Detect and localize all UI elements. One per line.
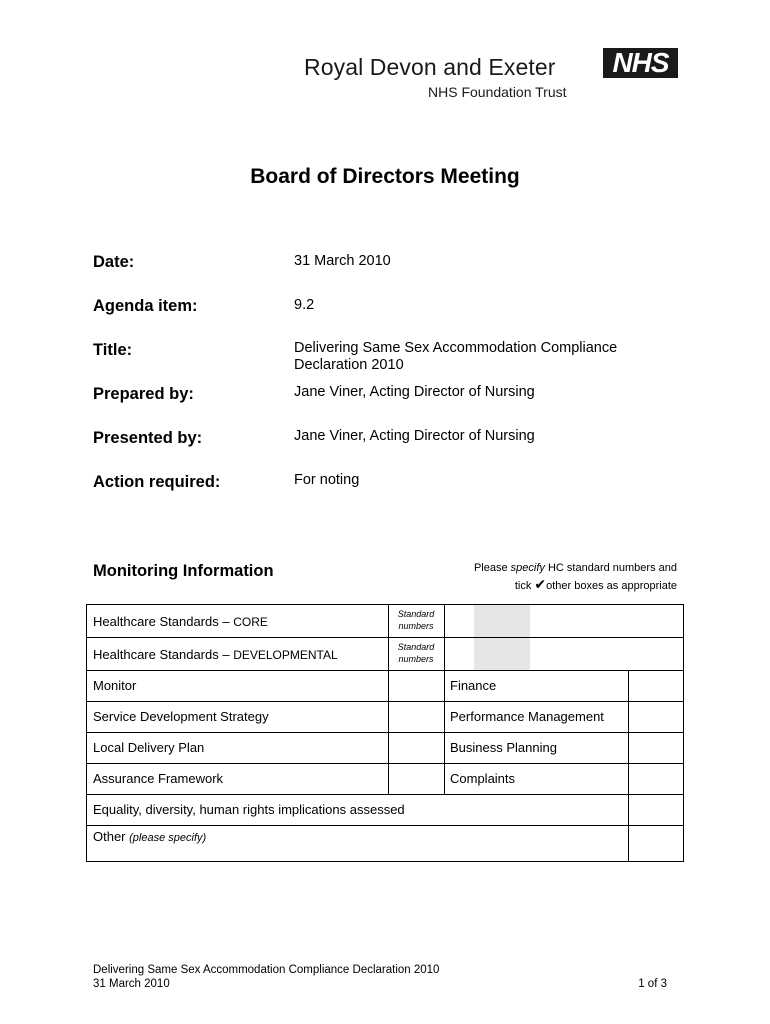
row-right-label: Finance	[450, 678, 497, 693]
footer-doc-title: Delivering Same Sex Accommodation Compliance Declaration 2010	[93, 964, 440, 976]
numbers-word: numbers	[398, 621, 434, 631]
service-development-tick-box[interactable]	[389, 702, 444, 732]
date-label: Date:	[93, 253, 135, 271]
row-left-label: Local Delivery Plan	[93, 740, 205, 755]
note-prefix: Please	[473, 562, 511, 574]
other-word: Other	[93, 829, 126, 844]
row-left-label: Service Development Strategy	[93, 709, 269, 724]
assurance-framework-tick-box[interactable]	[389, 764, 444, 794]
note-mid: HC standard numbers and	[544, 562, 677, 574]
standard-word: Standard	[397, 609, 435, 619]
date-value: 31 March 2010	[294, 253, 391, 269]
monitoring-heading: Monitoring Information	[93, 562, 274, 580]
core-standard-numbers-input[interactable]	[445, 605, 683, 637]
presented-label: Presented by:	[93, 429, 203, 447]
complaints-tick-box[interactable]	[629, 764, 683, 794]
title-value-line2: Declaration 2010	[294, 357, 404, 373]
title-value-line1: Delivering Same Sex Accommodation Compliance	[294, 340, 618, 356]
finance-tick-box[interactable]	[629, 671, 683, 701]
dev-prefix: Healthcare Standards –	[93, 647, 234, 662]
monitor-tick-box[interactable]	[389, 671, 444, 701]
standard-word: Standard	[397, 642, 435, 652]
equality-tick-box[interactable]	[629, 795, 683, 825]
action-value: For noting	[294, 472, 360, 488]
row-left-label: Assurance Framework	[93, 771, 224, 786]
core-suffix: CORE	[233, 615, 268, 629]
monitoring-note	[430, 560, 677, 594]
note-emph: specify	[510, 562, 545, 574]
row-left-label: Monitor	[93, 678, 137, 693]
checkmark-icon: ✔	[534, 576, 547, 592]
agenda-label: Agenda item:	[93, 297, 198, 315]
title-value	[294, 340, 617, 374]
local-delivery-tick-box[interactable]	[389, 733, 444, 763]
dev-standard-numbers-input[interactable]	[445, 638, 683, 670]
row-right-label: Business Planning	[450, 740, 557, 755]
core-standard-numbers-label	[388, 608, 444, 632]
core-prefix: Healthcare Standards –	[93, 614, 234, 629]
page-number: 1 of 3	[638, 978, 667, 990]
row-right-label: Performance Management	[450, 709, 604, 724]
trust-name: Royal Devon and Exeter	[304, 54, 556, 80]
prepared-value: Jane Viner, Acting Director of Nursing	[294, 384, 535, 400]
trust-subtitle: NHS Foundation Trust	[428, 84, 567, 100]
footer-date: 31 March 2010	[93, 978, 170, 990]
title-label: Title:	[93, 341, 133, 359]
note-line2-suffix: other boxes as appropriate	[546, 580, 677, 592]
page-title: Board of Directors Meeting	[250, 165, 520, 188]
action-label: Action required:	[93, 473, 221, 491]
presented-value: Jane Viner, Acting Director of Nursing	[294, 428, 535, 444]
dev-suffix: DEVELOPMENTAL	[233, 648, 338, 662]
nhs-logo: NHS	[603, 48, 678, 78]
other-label	[93, 829, 206, 844]
monitoring-table	[86, 604, 684, 862]
business-planning-tick-box[interactable]	[629, 733, 683, 763]
equality-label: Equality, diversity, human rights implications assessed	[93, 802, 405, 817]
core-standards-label	[93, 614, 268, 629]
performance-management-tick-box[interactable]	[629, 702, 683, 732]
dev-standard-numbers-label	[388, 641, 444, 665]
numbers-word: numbers	[398, 654, 434, 664]
dev-standards-label	[93, 647, 338, 662]
row-right-label: Complaints	[450, 771, 516, 786]
note-line2-prefix: tick	[514, 580, 535, 592]
other-tick-box[interactable]	[629, 826, 683, 861]
prepared-label: Prepared by:	[93, 385, 194, 403]
other-hint: (please specify)	[129, 832, 207, 844]
agenda-value: 9.2	[294, 297, 315, 313]
